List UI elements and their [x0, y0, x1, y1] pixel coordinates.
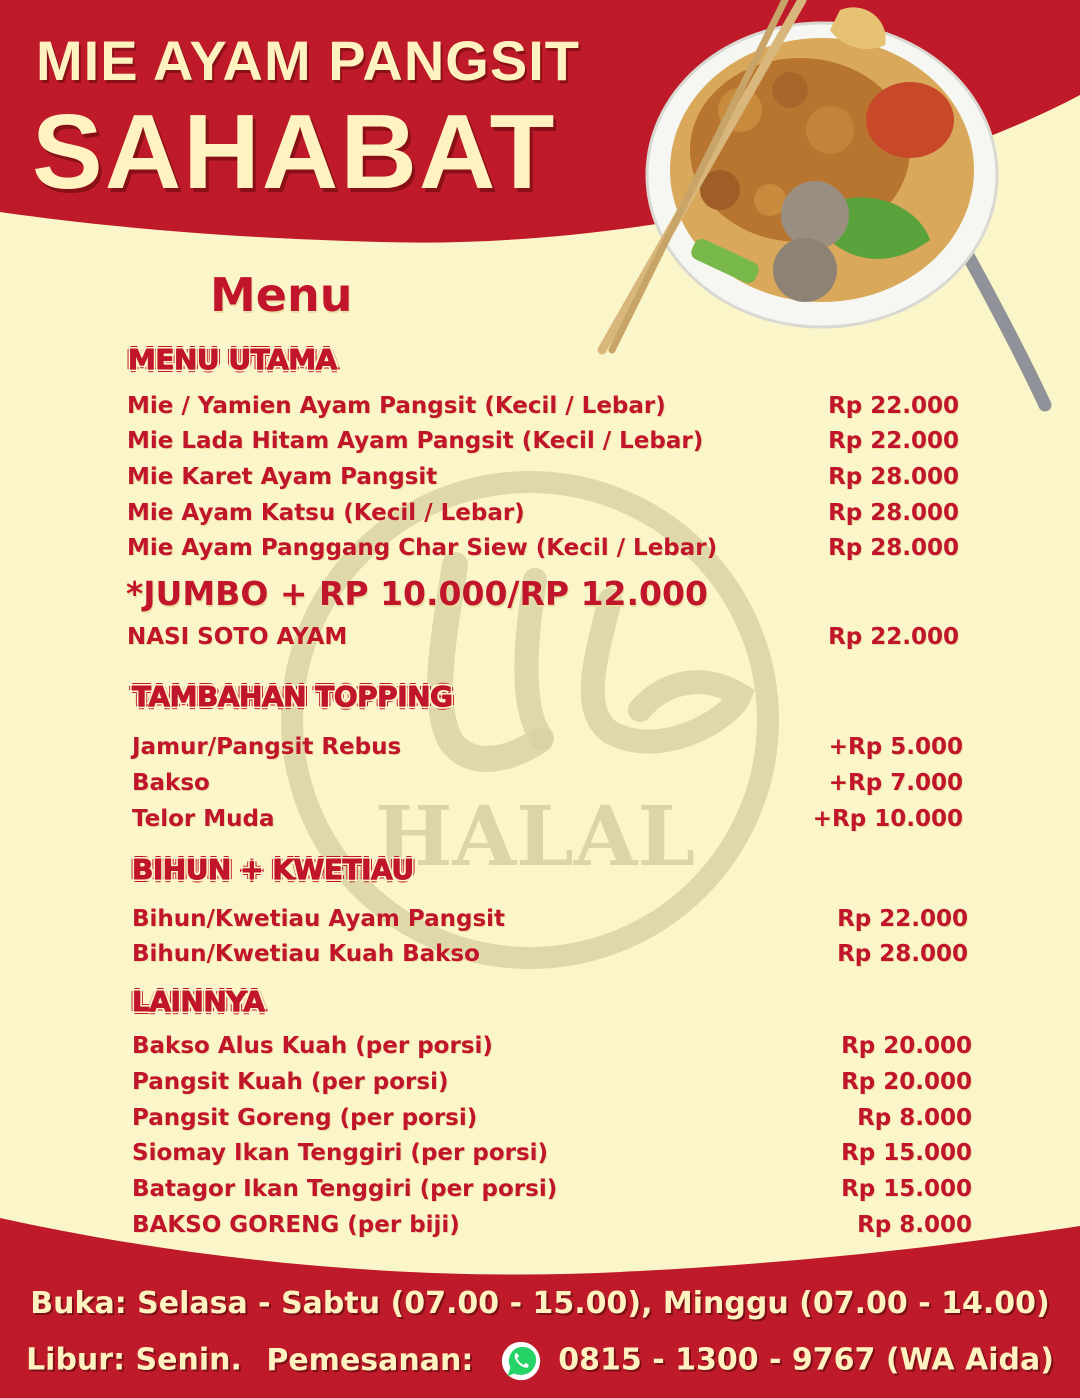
contact-line	[0, 1338, 1080, 1384]
order-label: Pemesanan:	[266, 1342, 474, 1378]
menu-item	[132, 1140, 972, 1172]
item-name: BAKSO GORENG (per biji)	[132, 1212, 460, 1238]
opening-hours: Buka: Selasa - Sabtu (07.00 - 15.00), Minggu (07.00 - 14.00)	[30, 1286, 1050, 1321]
item-price: Rp 28.000	[837, 941, 968, 967]
menu-item	[127, 393, 959, 425]
item-name: Mie Lada Hitam Ayam Pangsit (Kecil / Lebar)	[127, 428, 704, 454]
item-name: Telor Muda	[132, 806, 275, 832]
item-name: Mie Ayam Katsu (Kecil / Lebar)	[127, 500, 525, 526]
section-title-menu-utama: MENU UTAMA	[128, 343, 337, 376]
item-name: Bakso	[132, 770, 210, 796]
menu-item	[127, 464, 959, 496]
item-price: Rp 20.000	[841, 1033, 972, 1059]
menu-item	[127, 624, 959, 656]
item-price: Rp 28.000	[828, 500, 959, 526]
item-price: +Rp 5.000	[828, 734, 963, 760]
item-price: Rp 22.000	[828, 393, 959, 419]
menu-item	[132, 1033, 972, 1065]
item-name: Bihun/Kwetiau Kuah Bakso	[132, 941, 480, 967]
item-price: Rp 15.000	[841, 1140, 972, 1166]
item-price: Rp 15.000	[841, 1176, 972, 1202]
menu-item	[132, 806, 963, 838]
menu-item	[132, 906, 968, 938]
menu-item	[127, 428, 959, 460]
section-title-tambahan-topping: TAMBAHAN TOPPING	[132, 680, 453, 713]
item-name: Mie Karet Ayam Pangsit	[127, 464, 438, 490]
menu-item	[132, 770, 963, 802]
halal-text: HALAL	[374, 789, 696, 885]
item-name: Siomay Ikan Tenggiri (per porsi)	[132, 1140, 549, 1166]
jumbo-note: *JUMBO + RP 10.000/RP 12.000	[126, 574, 708, 613]
item-name: Mie Ayam Panggang Char Siew (Kecil / Lebar)	[127, 535, 718, 561]
item-price: +Rp 7.000	[828, 770, 963, 796]
noodle-bowl-image	[590, 0, 1060, 420]
menu-item	[132, 734, 963, 766]
menu-item	[132, 1176, 972, 1208]
item-name: Bakso Alus Kuah (per porsi)	[132, 1033, 493, 1059]
menu-item	[127, 500, 959, 532]
menu-item	[132, 1212, 972, 1244]
item-name: Batagor Ikan Tenggiri (per porsi)	[132, 1176, 558, 1202]
item-name: Pangsit Kuah (per porsi)	[132, 1069, 449, 1095]
restaurant-name-line1: MIE AYAM PANGSIT	[36, 29, 580, 92]
item-price: Rp 22.000	[837, 906, 968, 932]
item-price: Rp 22.000	[828, 624, 959, 650]
item-price: Rp 20.000	[841, 1069, 972, 1095]
item-price: +Rp 10.000	[812, 806, 963, 832]
section-title-bihun-kwetiau: BIHUN + KWETIAU	[132, 853, 414, 886]
phone-number: 0815 - 1300 - 9767 (WA Aida)	[558, 1342, 1054, 1378]
item-name: Mie / Yamien Ayam Pangsit (Kecil / Lebar)	[127, 393, 666, 419]
item-price: Rp 22.000	[828, 428, 959, 454]
whatsapp-icon	[498, 1338, 544, 1384]
menu-item	[132, 1069, 972, 1101]
item-price: Rp 28.000	[828, 535, 959, 561]
item-price: Rp 8.000	[857, 1212, 972, 1238]
restaurant-name-line2: SAHABAT	[32, 93, 557, 211]
item-name: Bihun/Kwetiau Ayam Pangsit	[132, 906, 506, 932]
section-title-lainnya: LAINNYA	[132, 985, 265, 1018]
menu-item	[132, 1105, 972, 1137]
item-price: Rp 8.000	[857, 1105, 972, 1131]
item-name: Jamur/Pangsit Rebus	[132, 734, 402, 760]
closed-day: Libur: Senin.	[26, 1342, 242, 1378]
item-price: Rp 28.000	[828, 464, 959, 490]
menu-heading: Menu	[210, 268, 353, 322]
item-name: Pangsit Goreng (per porsi)	[132, 1105, 478, 1131]
item-name: NASI SOTO AYAM	[127, 624, 348, 650]
menu-item	[127, 535, 959, 567]
menu-item	[132, 941, 968, 973]
